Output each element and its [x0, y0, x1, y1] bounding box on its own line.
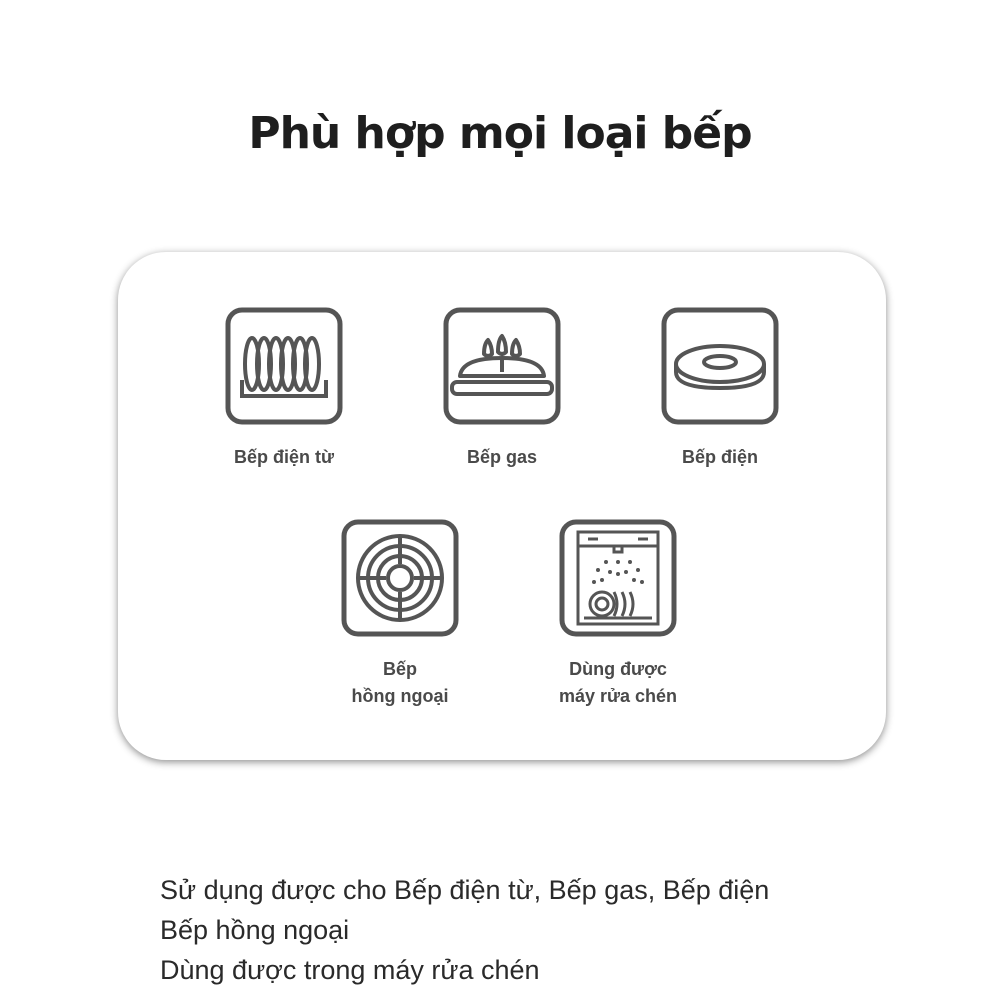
description-text — [160, 870, 960, 990]
compat-label: Bếp điện từ — [233, 447, 335, 467]
compat-item-infrared — [300, 518, 500, 710]
dishwasher-icon — [558, 518, 678, 638]
compat-item-electric — [620, 306, 820, 471]
compat-label: Bếp điện — [681, 447, 758, 467]
gas-stove-icon — [442, 306, 562, 426]
compat-item-dishwasher — [518, 518, 718, 710]
description-line: Dùng được trong máy rửa chén — [160, 955, 540, 985]
compat-label: Bếp hồng ngoại — [351, 659, 449, 706]
page-title: Phù hợp mọi loại bếp — [248, 108, 752, 159]
stove-compatibility-card — [118, 252, 886, 760]
compat-item-gas — [402, 306, 602, 471]
electric-stove-icon — [660, 306, 780, 426]
compat-label: Dùng được máy rửa chén — [558, 659, 678, 706]
description-line: Bếp hồng ngoại — [160, 915, 350, 945]
induction-stove-icon — [224, 306, 344, 426]
infrared-stove-icon — [340, 518, 460, 638]
compat-item-induction — [184, 306, 384, 471]
compat-label: Bếp gas — [466, 447, 538, 467]
description-line: Sử dụng được cho Bếp điện từ, Bếp gas, Bếp điện — [160, 875, 770, 905]
